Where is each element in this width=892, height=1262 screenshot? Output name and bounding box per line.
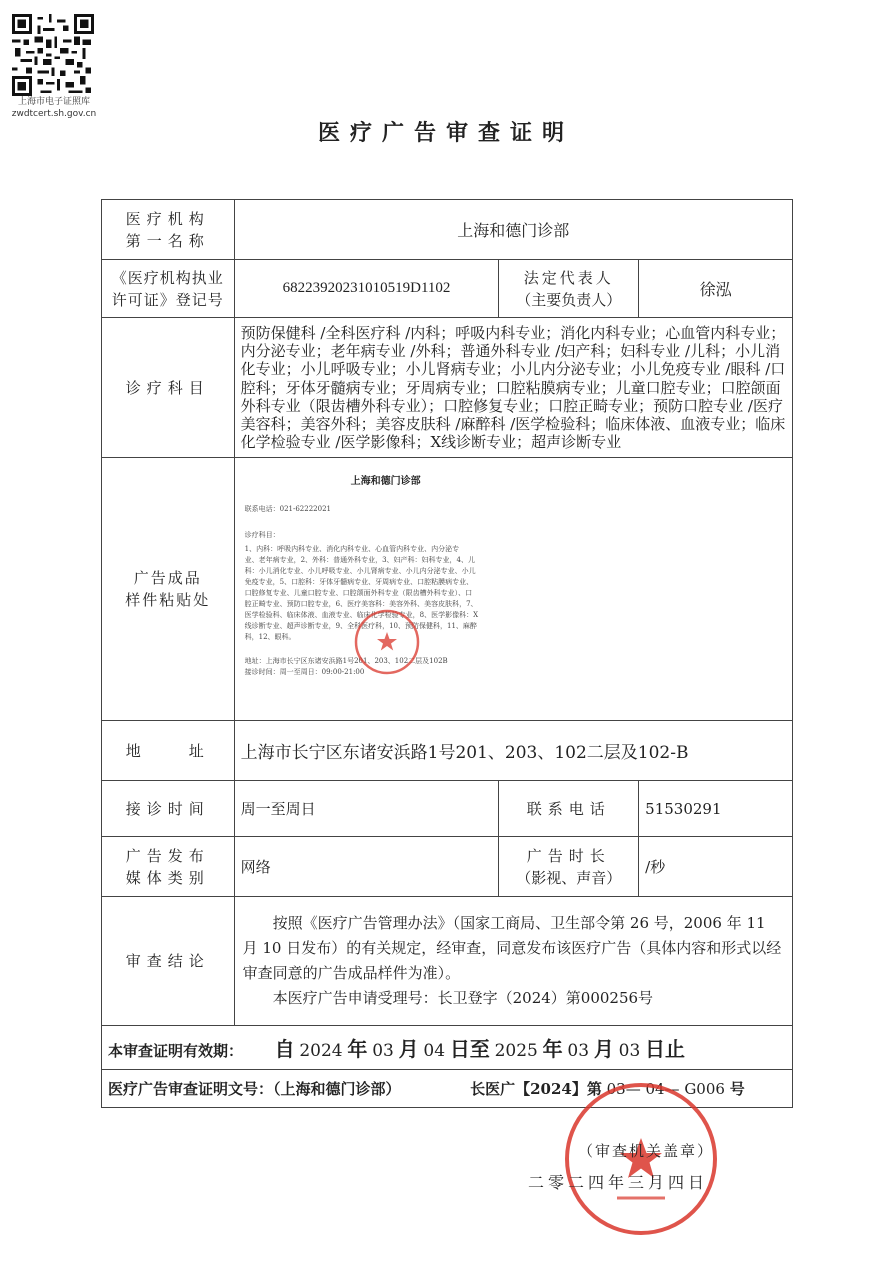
sample-body-line: 科：小儿消化专业、小儿呼吸专业、小儿肾病专业、小儿内分泌专业、小儿 — [244, 567, 476, 576]
sample-body-line: 免疫专业，5、口腔科：牙体牙髓病专业、牙周病专业、口腔粘膜病专业、 — [244, 578, 474, 587]
sample-body-line: 线诊断专业、超声诊断专业，9、全科医疗科，10、预防保健科，11、麻醉 — [244, 622, 477, 631]
sample-address: 地址：上海市长宁区东诸安浜路1号201、203、102二层及102B — [244, 657, 448, 666]
sample-label-line1: 广告成品 — [133, 569, 202, 588]
phone-label: 联系电话 — [499, 781, 639, 837]
sample-body-line: 医学检验科、临床体液、血液专业、临床化学检验专业，8、医学影像科：X — [244, 611, 479, 620]
validity-end-year: 2025 — [494, 1041, 538, 1062]
validity-end-day: 03 — [618, 1041, 641, 1062]
sample-seal-icon — [353, 608, 421, 676]
conclusion-text — [234, 897, 792, 1026]
duration-label-line2: （影视、声音） — [516, 868, 622, 887]
media-label — [102, 837, 235, 897]
qr-caption-line1: 上海市电子证照库 — [17, 97, 90, 107]
validity-year-char: 年 — [347, 1037, 368, 1062]
sample-label-line2: 样件粘贴处 — [125, 591, 211, 610]
validity-month-char: 月 — [398, 1037, 419, 1062]
sample-hours: 接诊时间：周一至周日：09:00-21:00 — [244, 668, 365, 677]
phone-value: 51530291 — [639, 781, 793, 837]
certificate-table — [101, 199, 793, 1108]
duration-label-line1: 广告时长 — [526, 846, 611, 865]
sample-body-line: 腔正畸专业、预防口腔专业，6、医疗美容科：美容外科、美容皮肤科，7、 — [244, 600, 478, 609]
validity-row — [102, 1026, 793, 1070]
depts-value: 预防保健科 /全科医疗科 /内科；呼吸内科专业；消化内科专业；心血管内科专业；内分泌专业；老年病专业 /外科；普通外科专业 /妇产科；妇科专业 /儿科；小儿消化专业；小儿呼吸专业；小儿肾病专业；小儿内分泌专业；小儿免疫专业 /眼科 /口腔科；牙体牙髓病专业；牙周病专业；口腔粘膜病专业；儿童口腔专业；口腔颌面外科专业（限齿槽外科专业）；口腔修复专业；口腔正畸专业；预防口腔专业 /医疗美容科；美容外科；美容皮肤科 /麻醉科 /医学检验科；临床体液、血液专业；临床化学检验专业 /医学影像科；X线诊断专业；超声诊断专业 — [234, 318, 792, 458]
validity-start-month: 03 — [372, 1041, 394, 1062]
license-label-line2: 许可证》登记号 — [111, 290, 224, 309]
application-number: 本医疗广告申请受理号：长卫登字（2024）第000256号 — [272, 989, 654, 1008]
qr-caption-line2: zwdtcert.sh.gov.cn — [11, 109, 97, 119]
sample-body-line: 科，12、眼科。 — [244, 633, 296, 642]
duration-label — [499, 837, 639, 897]
conclusion-label: 审查结论 — [102, 897, 235, 1026]
validity-start-year: 2024 — [299, 1041, 343, 1062]
validity-from: 自 — [274, 1037, 295, 1062]
legal-rep-label — [499, 260, 639, 318]
conclusion-paragraph: 按照《医疗广告管理办法》（国家工商局、卫生部令第 26 号，2006 年 11 月 10 日发布）的有关规定，经审查，同意发布该医疗广告（具体内容和形式以经审查同意的广告成品样件为准）。 — [242, 914, 782, 983]
license-label — [102, 260, 235, 318]
page-title: 医疗广告审查证明 — [317, 120, 574, 146]
sample-phone: 联系电话：021-62222021 — [244, 505, 331, 514]
media-label-line1: 广告发布 — [125, 846, 210, 865]
issue-date: 二零二四年三月四日 — [528, 1173, 709, 1192]
validity-day-to: 日至 — [449, 1037, 490, 1062]
sample-body-line: 1、内科：呼吸内科专业、消化内科专业、心血管内科专业、内分泌专 — [244, 545, 460, 554]
validity-label: 本审查证明有效期： — [108, 1042, 244, 1061]
legal-rep-value: 徐泓 — [639, 260, 793, 318]
validity-month-char: 月 — [593, 1037, 614, 1062]
sample-title: 上海和德门诊部 — [350, 476, 421, 488]
sample-heading: 诊疗科目： — [244, 531, 280, 540]
address-value: 上海市长宁区东诸安浜路1号201、203、102二层及102-B — [234, 721, 792, 781]
seal-note: （审查机关盖章） — [578, 1142, 715, 1160]
inst-name-label: 医疗机构 第一名称 — [102, 200, 235, 260]
validity-end-month: 03 — [567, 1041, 590, 1062]
sample-body-line: 口腔修复专业、儿童口腔专业、口腔颌面外科专业（限齿槽外科专业）、口 — [244, 589, 473, 598]
depts-label: 诊疗科目 — [102, 318, 235, 458]
license-value: 68223920231010519D1102 — [234, 260, 499, 318]
doc-no-prefix: 长医广【2024】第 — [470, 1080, 602, 1099]
validity-year-char: 年 — [542, 1037, 563, 1062]
inst-name-value: 上海和德门诊部 — [234, 200, 792, 260]
address-label: 地 址 — [102, 721, 235, 781]
media-label-line2: 媒体类别 — [125, 868, 210, 887]
license-label-line1: 《医疗机构执业 — [111, 268, 224, 287]
ad-sample — [234, 458, 792, 721]
hours-label: 接诊时间 — [102, 781, 235, 837]
duration-value: /秒 — [639, 837, 793, 897]
sample-body-line: 业、老年病专业，2、外科：普通外科专业，3、妇产科：妇科专业，4、儿 — [244, 556, 475, 565]
doc-no-value: 03— 04— G006 — [606, 1080, 725, 1099]
sample-label — [102, 458, 235, 721]
media-value: 网络 — [234, 837, 499, 897]
legal-rep-label-line2: （主要负责人） — [516, 290, 622, 309]
hours-value: 周一至周日 — [234, 781, 499, 837]
qr-code — [12, 14, 94, 96]
validity-start-day: 04 — [423, 1041, 446, 1062]
legal-rep-label-line1: 法定代表人 — [523, 268, 614, 287]
doc-no-label: 医疗广告审查证明文号：（上海和德门诊部） — [108, 1080, 401, 1099]
doc-no-suffix: 号 — [729, 1080, 745, 1099]
validity-day-end: 日止 — [645, 1037, 686, 1062]
